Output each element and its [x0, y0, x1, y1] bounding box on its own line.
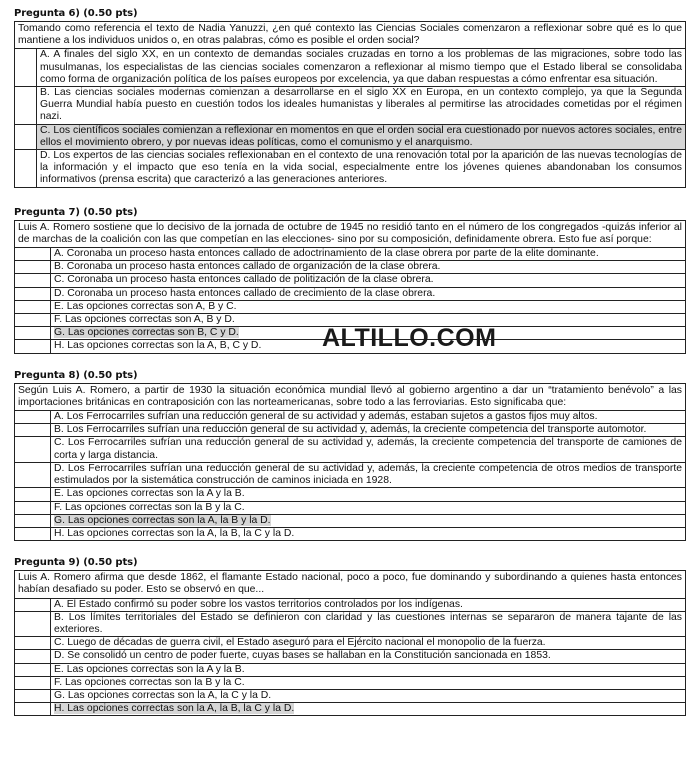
option-d[interactable]: [15, 463, 685, 488]
option-c[interactable]: [15, 274, 685, 287]
option-d[interactable]: [15, 650, 685, 663]
question-8: [14, 370, 686, 541]
option-a[interactable]: [15, 49, 685, 87]
option-text: G. Las opciones correctas son la A, la C y la D.: [54, 689, 272, 701]
option-text: F. Las opciones correctas son la B y la C.: [54, 501, 245, 513]
option-text: B. Coronaba un proceso hasta entonces callado de organización de la clase obrera.: [54, 261, 441, 273]
option-text: A. El Estado confirmó su poder sobre los vastos territorios controlados por los indígenas.: [54, 598, 463, 610]
option-g[interactable]: [15, 515, 685, 528]
option-text: B. Los Ferrocarriles sufrían una reducción general de su actividad y, además, la creciente competencia del transporte automotor.: [54, 424, 647, 436]
question-title: Pregunta 6) (0.50 pts): [14, 8, 138, 19]
question-prompt: Luis A. Romero sostiene que lo decisivo de la jornada de octubre de 1945 no residió tanto en el número de los congregados -quizás inferior al de marchas de la coalición con las que competían en las elecciones- sino por su composición, definidamente obrera. Esto fue así porque:: [15, 221, 685, 248]
option-e[interactable]: [15, 301, 685, 314]
question-title: Pregunta 8) (0.50 pts): [14, 369, 138, 381]
option-text: C. Coronaba un proceso hasta entonces callado de politización de la clase obrera.: [54, 274, 434, 286]
question-6: [14, 8, 686, 188]
question-title: Pregunta 9) (0.50 pts): [14, 557, 138, 569]
option-f[interactable]: [15, 677, 685, 690]
option-text: A. Coronaba un proceso hasta entonces callado de adoctrinamiento de la clase obrera por parte de la elite dominante.: [54, 248, 599, 260]
option-text: B. Los límites territoriales del Estado se definieron con claridad y las cuestiones internas se separaron de manera tajante de las exteriores.: [54, 611, 682, 635]
option-c[interactable]: [15, 125, 685, 150]
option-g[interactable]: [15, 690, 685, 703]
question-box: [14, 383, 686, 541]
option-text: E. Las opciones correctas son la A y la B.: [54, 663, 245, 675]
option-text: F. Las opciones correctas son la B y la C.: [54, 676, 245, 688]
option-text: D. Coronaba un proceso hasta entonces callado de crecimiento de la clase obrera.: [54, 287, 436, 299]
option-text-selected: C. Los científicos sociales comienzan a reflexionar en momentos en que el orden social era cuestionado por nuevos actores sociales, entre ellos el movimiento obrero, y por nuevas ideas políticas, como el comunismo y el anarquismo.: [37, 125, 685, 149]
option-text-selected: G. Las opciones correctas son B, C y D.: [54, 327, 239, 339]
option-text: H. Las opciones correctas son la A, B, C y D.: [54, 340, 262, 352]
option-text: D. Los Ferrocarriles sufrían una reducción general de su actividad y, además, la creciente competencia de otros medios de transporte estimulados por la sistemática construcción de caminos iniciada en 1928.: [54, 462, 682, 487]
option-d[interactable]: [15, 150, 685, 187]
option-a[interactable]: [15, 599, 685, 612]
option-text: D. Los expertos de las ciencias sociales reflexionaban en el contexto de una renovación total por la aparición de las nuevas tecnologías de la información y el impacto que eso tenía en la vida social, especialmente entre los jóvenes quienes abandonaban los consumos informativos (prensa escrita) que caracterizó a las generaciones anteriores.: [40, 150, 682, 186]
option-d[interactable]: [15, 288, 685, 301]
watermark: ALTILLO.COM: [322, 324, 497, 352]
option-text: C. Luego de décadas de guerra civil, el Estado aseguró para el Ejército nacional el monopolio de la fuerza.: [54, 637, 546, 649]
option-c[interactable]: [15, 637, 685, 650]
question-prompt: Según Luis A. Romero, a partir de 1930 la situación económica mundial llevó al gobierno argentino a dar un “tratamiento benévolo” a las importaciones británicas en contraposición con las norteamericanas, sobre todo a las ferroviarias. Esto significaba que:: [15, 384, 685, 411]
option-e[interactable]: [15, 488, 685, 501]
option-text: H. Las opciones correctas son la A, la B, la C y la D.: [54, 527, 295, 539]
option-c[interactable]: [15, 437, 685, 462]
question-box: [14, 570, 686, 716]
option-b[interactable]: [15, 87, 685, 125]
option-a[interactable]: [15, 411, 685, 424]
option-e[interactable]: [15, 664, 685, 677]
option-b[interactable]: [15, 424, 685, 437]
option-b[interactable]: [15, 261, 685, 274]
option-text-selected: H. Las opciones correctas son la A, la B, la C y la D.: [54, 703, 295, 715]
option-text: B. Las ciencias sociales modernas comienzan a desarrollarse en el siglo XX en Europa, en un contexto complejo, ya que la Segunda Guerra Mundial había puesto en cuestión todos los ideales humanistas y liberales al permitirse las atrocidades cometidas por el régimen nazi.: [40, 87, 682, 123]
question-prompt: Tomando como referencia el texto de Nadia Yanuzzi, ¿en qué contexto las Ciencias Sociales comenzaron a reflexionar sobre qué es lo que mantiene a los individuos unidos o, en otras palabras, cómo es posible el orden social?: [15, 22, 685, 49]
option-text: A. A finales del siglo XX, en un contexto de demandas sociales cruzadas en torno a los problemas de las migraciones, sobre todo las musulmanas, los especialistas de las ciencias sociales comenzaron a reflexionar al mismo tiempo que el Estado liberal se consolidaba como forma de organización política de los países europeos por excelencia, ya que daban respuestas a cómo enfrentar esa situación.: [40, 49, 682, 85]
option-text-selected: G. Las opciones correctas son la A, la B y la D.: [54, 514, 271, 526]
option-h[interactable]: [15, 528, 685, 540]
option-text: C. Los Ferrocarriles sufrían una reducción general de su actividad y, además, la creciente competencia del transporte de camiones de corta y larga distancia.: [54, 437, 682, 461]
question-prompt: Luis A. Romero afirma que desde 1862, el flamante Estado nacional, poco a poco, fue dominando y subordinando a quienes hasta entonces habían desafiado su poder. Esto se observó en que...: [15, 571, 685, 598]
exam-page: [14, 8, 686, 716]
option-text: D. Se consolidó un centro de poder fuerte, cuyas bases se hallaban en la Constitución sancionada en 1853.: [54, 650, 551, 662]
option-b[interactable]: [15, 612, 685, 637]
option-h[interactable]: [15, 703, 685, 715]
option-text: E. Las opciones correctas son A, B y C.: [54, 300, 237, 312]
option-f[interactable]: [15, 502, 685, 515]
question-title: Pregunta 7) (0.50 pts): [14, 206, 138, 218]
option-text: E. Las opciones correctas son la A y la B.: [54, 488, 245, 500]
question-9: [14, 557, 686, 716]
option-a[interactable]: [15, 248, 685, 261]
option-text: A. Los Ferrocarriles sufrían una reducción general de su actividad y además, estaban sujetos a gastos fijos muy altos.: [54, 411, 598, 423]
question-box: [14, 21, 686, 188]
option-text: F. Las opciones correctas son A, B y D.: [54, 314, 235, 326]
